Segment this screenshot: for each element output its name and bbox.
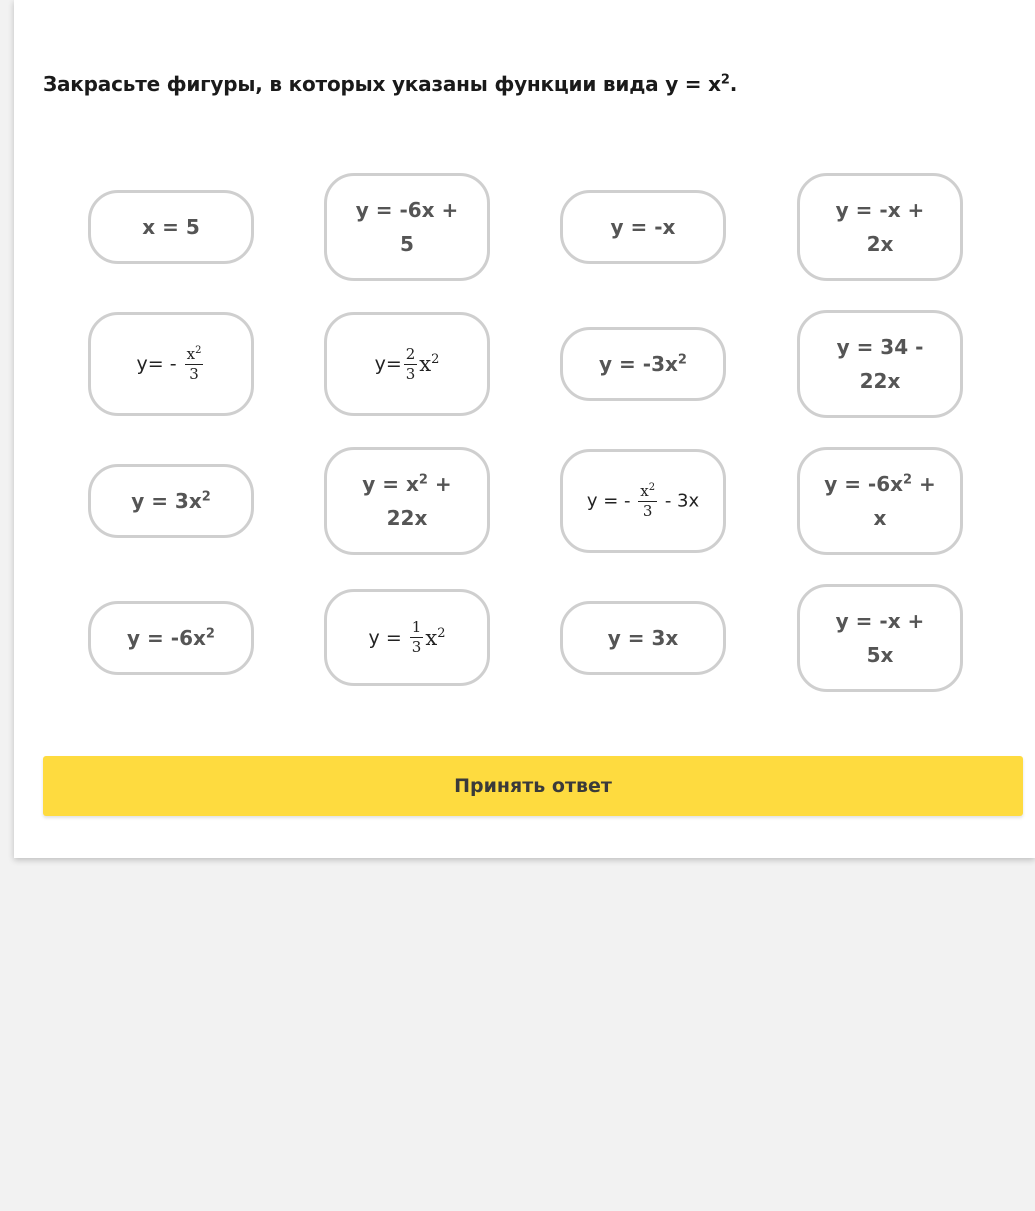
tile-y-eq-minus-x-plus-5x[interactable]: y = -x + 5x xyxy=(797,584,963,692)
tile-y-eq-minus-6x2-plus-x[interactable]: $y = -6x^2$ + x xyxy=(797,447,963,555)
fraction: $\frac{x^2}{3}$ xyxy=(186,344,202,383)
tile-y-eq-3x[interactable]: y = 3x xyxy=(560,601,726,675)
tile-x-eq-5[interactable]: x = 5 xyxy=(88,190,254,264)
fraction: $\frac{1}{3}$ xyxy=(411,618,422,656)
task-card xyxy=(14,0,1035,858)
tile-y-eq-minus-x2-over-3[interactable]: y= - $\frac{x^2}{3}$ xyxy=(88,312,254,416)
tile-y-eq-minus-x-plus-2x[interactable]: y = -x + 2x xyxy=(797,173,963,281)
fraction: $\frac{2}{3}$ xyxy=(405,344,416,383)
tile-y-eq-minus-3x2[interactable]: $y = -3x^2$ xyxy=(560,327,726,401)
tile-y-eq-minus-x[interactable]: y = -x xyxy=(560,190,726,264)
submit-answer-button[interactable]: Принять ответ xyxy=(43,756,1023,816)
tile-y-eq-34-minus-22x[interactable]: y = 34 - 22x xyxy=(797,310,963,418)
tile-y-eq-x2-plus-22x[interactable]: $y = x^2$ + 22x xyxy=(324,447,490,555)
tile-y-eq-minus-6x2[interactable]: $y = -6x^2$ xyxy=(88,601,254,675)
tile-y-eq-2-thirds-x2[interactable]: y= $\frac{2}{3}$ $x^2$ xyxy=(324,312,490,416)
tile-y-eq-1-third-x2[interactable]: y = $\frac{1}{3}$ $x^2$ xyxy=(324,589,490,686)
tile-y-eq-minus-6x-plus-5[interactable]: y = -6x + 5 xyxy=(324,173,490,281)
tile-y-eq-3x2[interactable]: $y = 3x^2$ xyxy=(88,464,254,538)
task-title: Закрасьте фигуры, в которых указаны функции вида $y = x^2$. xyxy=(43,72,738,96)
tile-y-eq-minus-x2-over-3-minus-3x[interactable]: y = - $\frac{x^2}{3}$ - 3x xyxy=(560,449,726,553)
fraction: $\frac{x^2}{3}$ xyxy=(640,481,656,520)
